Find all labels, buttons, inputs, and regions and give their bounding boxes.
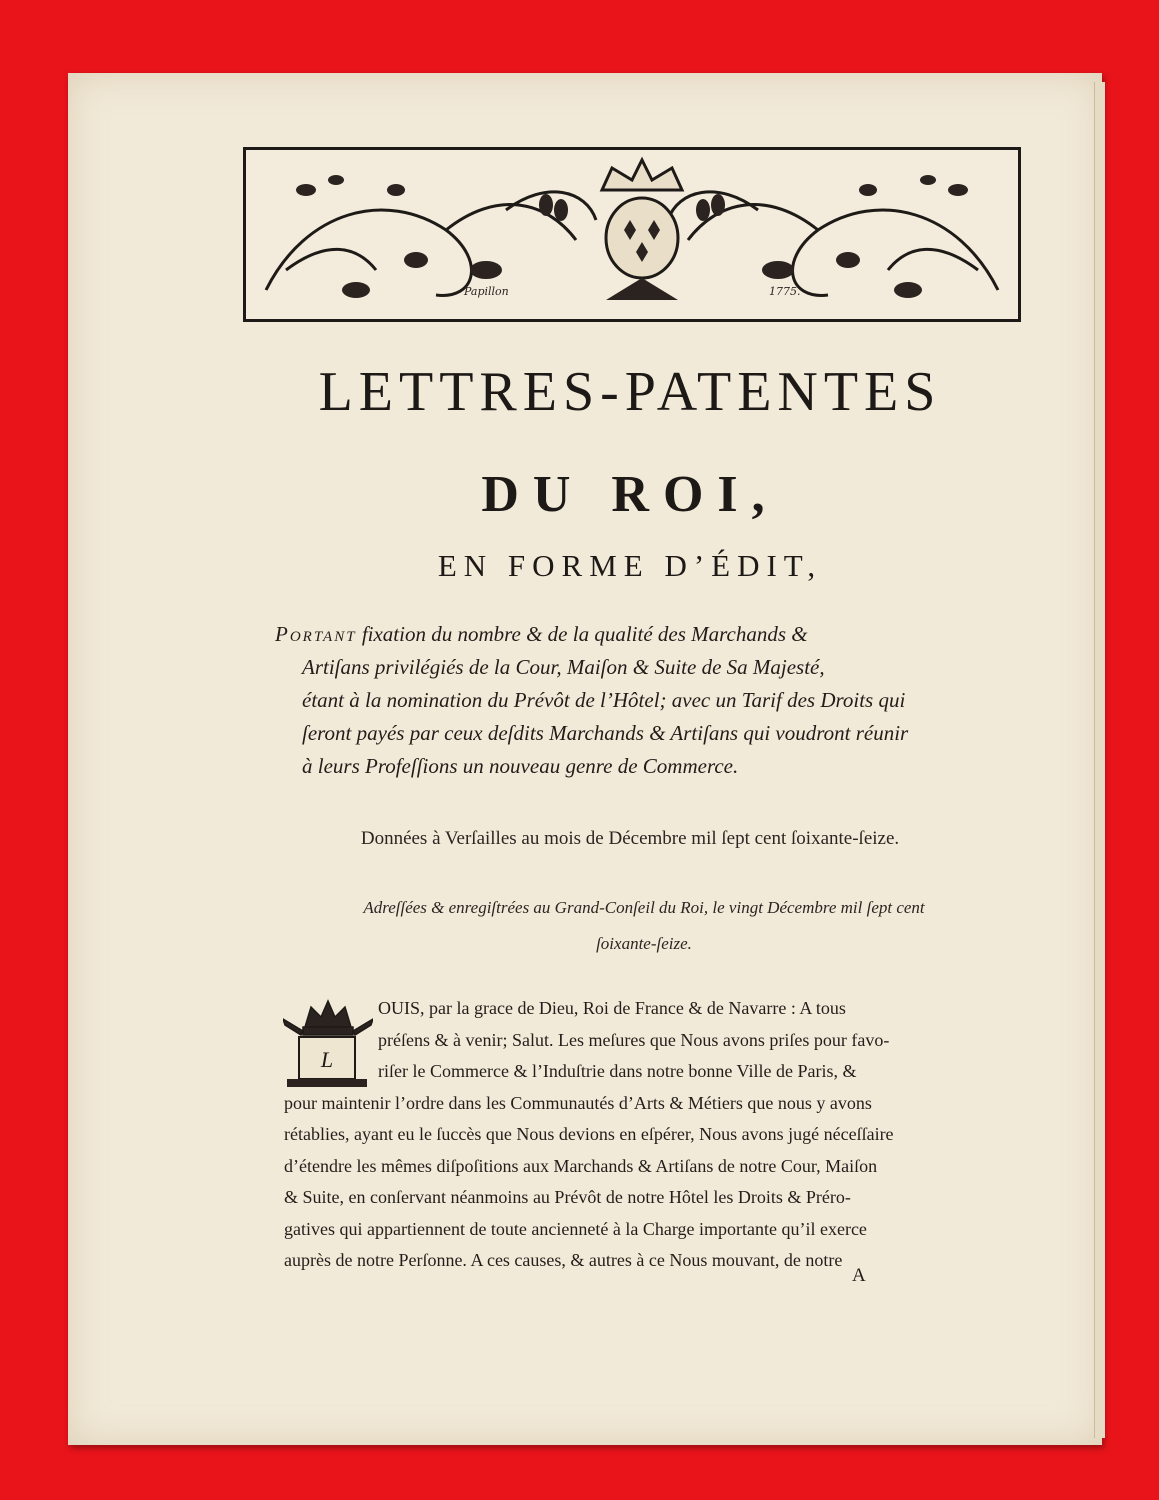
body-line: pour maintenir l’ordre dans les Communautés d’Arts & Métiers que nous y avons bbox=[284, 1092, 872, 1113]
body-line: riſer le Commerce & l’Induſtrie dans notre bonne Ville de Paris, & bbox=[378, 1061, 857, 1081]
subject-line: ſeront payés par ceux deſdits Marchands & Artiſans qui voudront réunir bbox=[302, 721, 909, 745]
body-line: rétablies, ayant eu le ſuccès que Nous devions en eſpérer, Nous avons jugé néceſſaire bbox=[284, 1124, 894, 1144]
engraver-signature: Papillon bbox=[464, 285, 509, 298]
subject-line: à leurs Profeſſions un nouveau genre de Commerce. bbox=[302, 754, 739, 778]
subject-lead-word: Portant bbox=[275, 622, 357, 646]
subject-line: Portant fixation du nombre & de la qualité des Marchands & bbox=[275, 622, 808, 646]
foliage-ornament-icon bbox=[246, 150, 1018, 319]
document-subject bbox=[275, 618, 1005, 783]
subject-line: Artiſans privilégiés de la Cour, Maiſon & Suite de Sa Majesté, bbox=[302, 655, 825, 679]
subject-line: étant à la nomination du Prévôt de l’Hôtel; avec un Tarif des Droits qui bbox=[302, 688, 906, 712]
body-line: préſens & à venir; Salut. Les meſures que Nous avons priſes pour favo- bbox=[378, 1029, 890, 1050]
signature-mark: A bbox=[852, 1265, 866, 1286]
body-line: OUIS, par la grace de Dieu, Roi de France & de Navarre : A tous bbox=[378, 998, 846, 1018]
body-line: & Suite, en conſervant néanmoins au Prévôt de notre Hôtel les Droits & Préro- bbox=[284, 1187, 851, 1207]
initial-letter: L bbox=[320, 1047, 334, 1072]
page-edge bbox=[1094, 82, 1105, 1438]
document-form-heading: EN FORME D’ÉDIT, bbox=[437, 548, 823, 583]
body-text bbox=[284, 993, 1006, 1277]
given-at-line: Données à Verſailles au mois de Décembre mil ſept cent ſoixante-ſeize. bbox=[360, 828, 900, 849]
body-line: d’étendre les mêmes diſpoſitions aux Marchands & Artiſans de notre Cour, Maiſon bbox=[284, 1155, 878, 1176]
engraving-year: 1775. bbox=[769, 285, 801, 298]
document-title: LETTRES-PATENTES bbox=[318, 361, 942, 423]
body-line: gatives qui appartiennent de toute ancienneté à la Charge importante qu’il exerce bbox=[284, 1218, 867, 1239]
document-title-line-2: DU ROI, bbox=[481, 466, 779, 523]
registration-note: Adreſſées & enregiſtrées au Grand-Conſeil du Roi, le vingt Décembre mil ſept cent ſoixante-ſeize. bbox=[363, 898, 925, 953]
royal-headpiece-ornament bbox=[243, 147, 1021, 322]
body-line: auprès de notre Perſonne. A ces causes, & autres à ce Nous mouvant, de notre bbox=[284, 1250, 843, 1270]
